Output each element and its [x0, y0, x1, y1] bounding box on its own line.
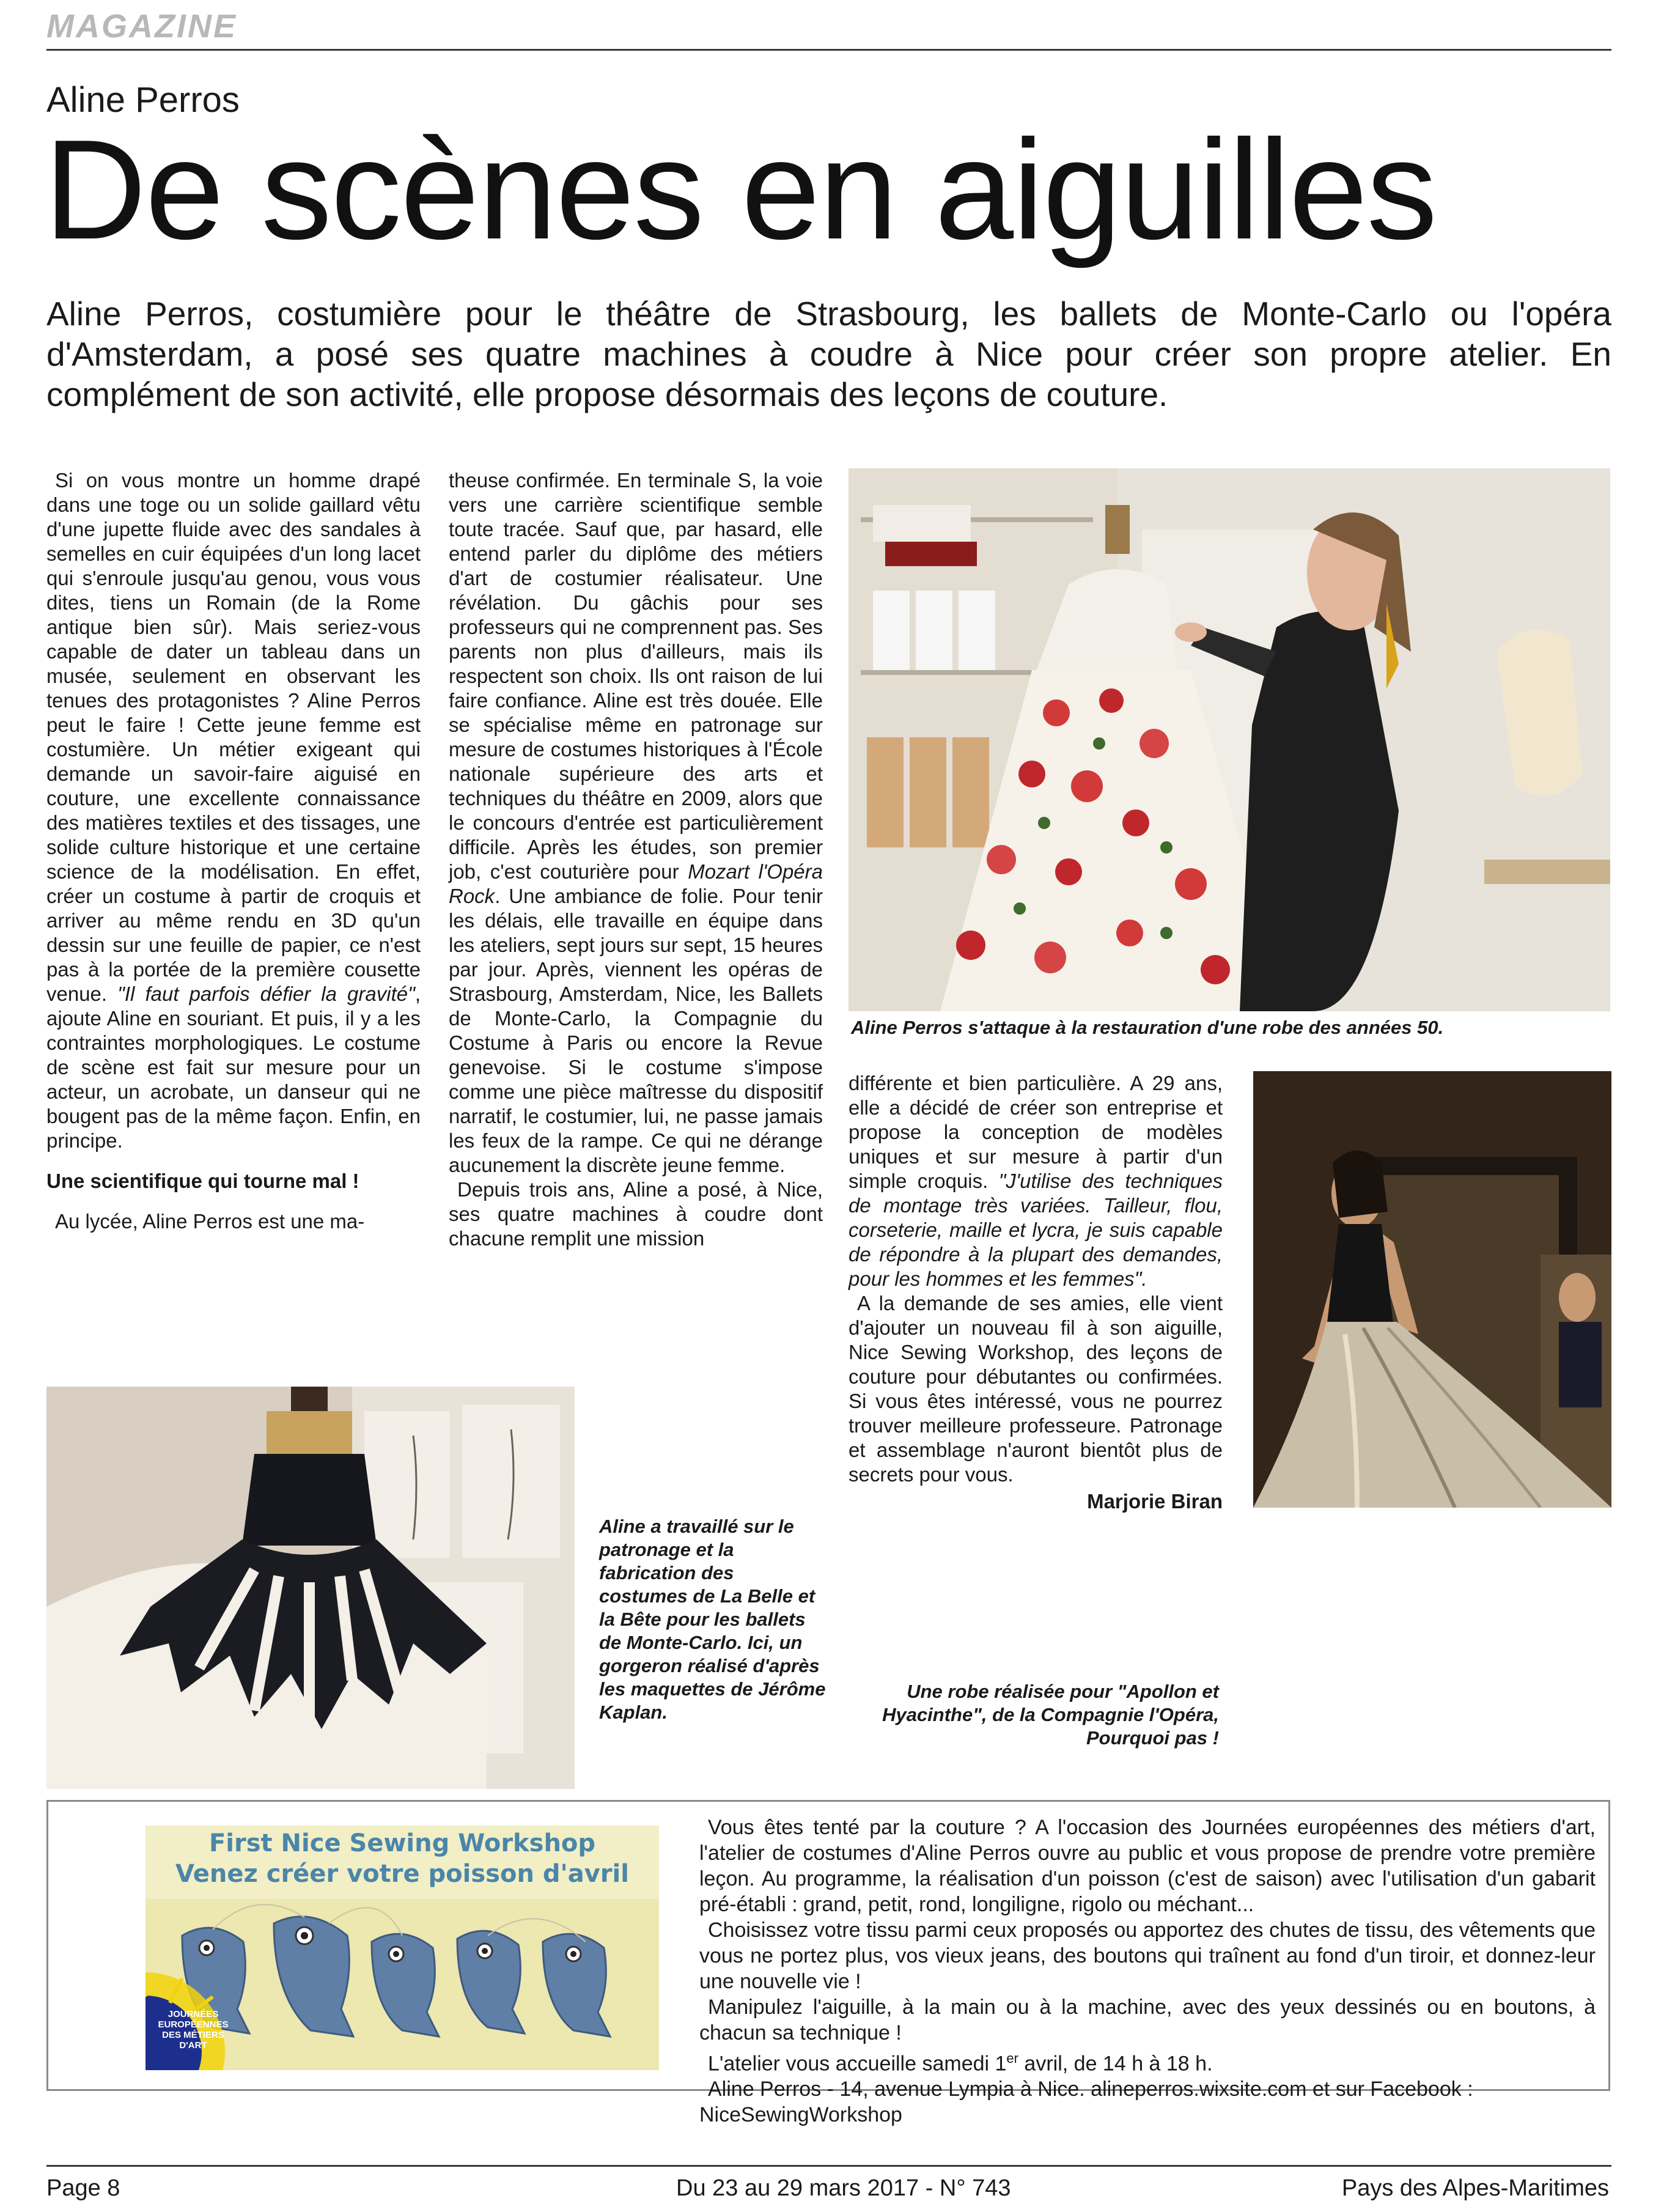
- photo-caption: Une robe réalisée pour "Apollon et Hyacinthe", de la Compagnie l'Opéra, Pourquoi pas !: [882, 1681, 1219, 1749]
- article-signature: Marjorie Biran: [1087, 1490, 1223, 1513]
- workshop-poster: [145, 1826, 659, 2070]
- paragraph: Vous êtes tenté par la couture ? A l'occasion des Journées européennes des métiers d'art, l'atelier de costumes d'Aline Perros ouvre au public et vous propose de prendre votre première leçon. Au programme, la réalisation d'un poisson (c'est de saison) avec l'utilisation d'un gabarit pré-établi : grand, petit, rond, longiligne, rigolo ou méchant...: [699, 1816, 1596, 1916]
- show-title: Mozart l'Opéra Rock: [449, 860, 823, 907]
- article-column-3: [849, 1071, 1223, 1514]
- subheading: Une scientifique qui tourne mal !: [46, 1170, 359, 1192]
- poster-title: First Nice Sewing Workshop: [208, 1829, 596, 1857]
- workshop-text: [699, 1815, 1596, 2128]
- photo-opera-dress: [1253, 1071, 1611, 1508]
- gorgeron-image: [46, 1387, 575, 1789]
- publication-name: Pays des Alpes-Maritimes: [1341, 2175, 1609, 2201]
- photo-caption: Aline a travaillé sur le patronage et la fabrication des costumes de La Belle et la Bête pour les ballets de Monte-Carlo. Ici, un gorgeron réalisé d'après les maquettes de Jérôme Kaplan.: [599, 1516, 826, 1723]
- paragraph: Aline Perros - 14, avenue Lympia à Nice. alineperros.wixsite.com et sur Facebook : NiceSewingWorkshop: [699, 2077, 1473, 2127]
- paragraph: theuse confirmée. En terminale S, la voie vers une carrière scientifique semble toute tracée. Sauf que, par hasard, elle entend parler du diplôme des métiers d'art de costumier réalisateur. Une révélation. Du gâchis pour ses professeurs qui ne comprennent pas. Ses parents non plus d'ailleurs, mais ils respectent son choix. Ils ont raison de lui faire confiance. Aline est très douée. Elle se spécialise même en patronage sur mesure de costumes historiques à l'École nationale supérieure des arts et techniques du théâtre en 2009, alors que le concours d'entrée est particulièrement difficile. Après les études, son premier job, c'est couturière pour Mozart l'Opéra Rock. Une ambiance de folie. Pour tenir les délais, elle travaille en équipe dans les ateliers, sept jours sur sept, 15 heures par jour. Après, viennent les opéras de Strasbourg, Amsterdam, Nice, les Ballets de Monte-Carlo, la Compagnie du Costume à Paris ou encore la Revue genevoise. Si le costume s'impose comme une pièce maîtresse du dispositif narratif, le costumier, lui, ne passe jamais les feux de la rampe. Ce qui ne dérange aucunement la discrète jeune femme.: [449, 469, 823, 1176]
- quote: "Il faut parfois défier la gravité": [117, 982, 415, 1005]
- paragraph: Choisissez votre tissu parmi ceux proposés ou apportez des chutes de tissu, des vêtements que vous ne portez plus, vos vieux jeans, des boutons qui traînent au fond d'un tiroir, et donnez-leur une nouvelle vie !: [699, 1919, 1596, 1993]
- article-author: Aline Perros: [46, 80, 240, 120]
- poster-subtitle: Venez créer votre poisson d'avril: [175, 1860, 629, 1888]
- photo-caption: Aline Perros s'attaque à la restauration d'une robe des années 50.: [851, 1017, 1444, 1038]
- section-label: MAGAZINE: [46, 8, 237, 45]
- paragraph: L'atelier vous accueille samedi 1er avril, de 14 h à 18 h.: [708, 2051, 1213, 2076]
- article-column-2: [449, 468, 823, 1251]
- paragraph: A la demande de ses amies, elle vient d'ajouter un nouveau fil à son aiguille, Nice Sewing Workshop, des leçons de couture pour débutantes ou confirmées. Si vous êtes intéressé, vous ne pourrez trouver meilleure professeure. Patronage et assemblage n'auront bientôt plus de secrets pour vous.: [849, 1292, 1223, 1486]
- jema-logo-text: JOURNÉES EUROPÉENNES DES MÉTIERS D'ART: [158, 2009, 229, 2051]
- paragraph: Au lycée, Aline Perros est une ma-: [55, 1210, 365, 1233]
- paragraph: Si on vous montre un homme drapé dans une toge ou un solide gaillard vêtu d'une jupette fluide avec des sandales à semelles en cuir équipées d'un long lacet qui s'enroule jusqu'au genou, vous vous dites, tiens un Romain (de la Rome antique bien sûr). Mais seriez-vous capable de dater un tableau dans un musée, seulement en observant les tenues des protagonistes ? Aline Perros peut le faire ! Cette jeune femme est costumière. Un métier exigeant qui demande un savoir-faire aiguisé en couture, une excellente connaissance des matières textiles et des tissages, une solide culture historique et une certaine science de la modélisation. En effet, créer un costume à partir de croquis et arriver au même rendu en 3D qu'un dessin sur une feuille de papier, ce n'est pas à la portée de la première cousette venue. "Il faut parfois défier la gravité", ajoute Aline en souriant. Et puis, il y a les contraintes morphologiques. Le costume de scène est fait sur mesure pour un acteur, un acrobate, un danseur qui ne bougent pas de la même façon. Enfin, en principe.: [46, 469, 421, 1152]
- paragraph: Depuis trois ans, Aline a posé, à Nice, ses quatre machines à coudre dont chacune remplit une mission: [449, 1178, 823, 1250]
- page-number: Page 8: [46, 2175, 120, 2201]
- issue-date: Du 23 au 29 mars 2017 - N° 743: [676, 2175, 1011, 2201]
- article-column-1: [46, 468, 421, 1234]
- article-lede: Aline Perros, costumière pour le théâtre de Strasbourg, les ballets de Monte-Carlo ou l'opéra d'Amsterdam, a posé ses quatre machines à coudre à Nice pour créer son propre atelier. En complément de son activité, elle propose désormais des leçons de couture.: [46, 295, 1611, 413]
- photo-dress-restoration: [849, 468, 1610, 1011]
- bottom-rule: [46, 2165, 1611, 2167]
- photo-gorgeron: [46, 1387, 575, 1789]
- opera-dress-image: [1253, 1071, 1611, 1508]
- top-rule: [46, 49, 1611, 51]
- paragraph: Manipulez l'aiguille, à la main ou à la machine, avec des yeux dessinés ou en boutons, à chacun sa technique !: [699, 1996, 1596, 2044]
- quote: "J'utilise des techniques de montage très variées. Tailleur, flou, corseterie, maille et lycra, je suis capable de répondre à la plupart des demandes, pour les hommes et les femmes".: [849, 1170, 1223, 1290]
- page-title: De scènes en aiguilles: [44, 111, 1437, 269]
- dress-restoration-image: [849, 468, 1610, 1011]
- paragraph: différente et bien particulière. A 29 ans, elle a décidé de créer son entreprise et propose la conception de modèles uniques et sur mesure à partir d'un simple croquis. "J'utilise des techniques de montage très variées. Tailleur, flou, corseterie, maille et lycra, je suis capable de répondre à la plupart des demandes, pour les hommes et les femmes".: [849, 1072, 1223, 1290]
